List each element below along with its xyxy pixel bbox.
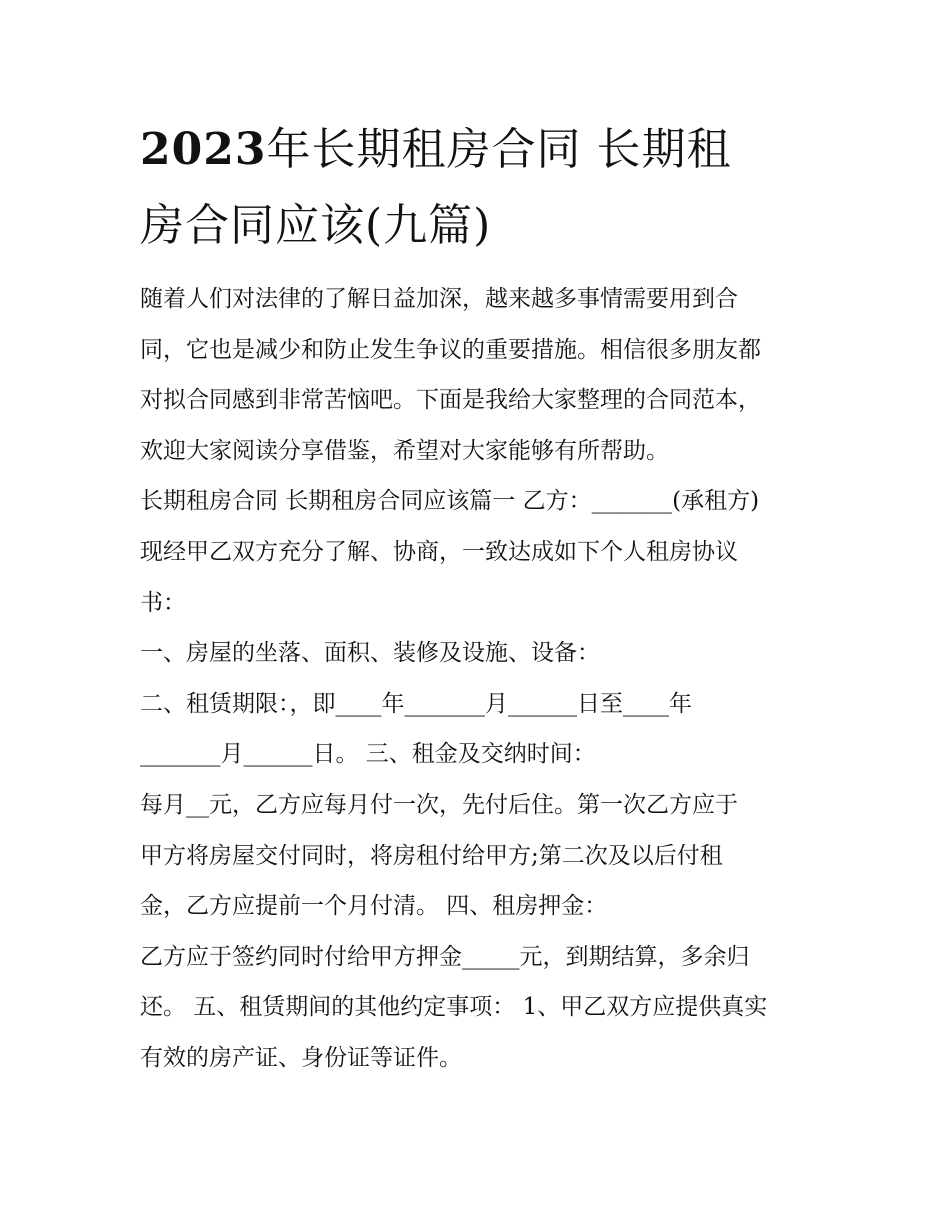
text-line: 现经甲乙双方充分了解、协商，一致达成如下个人租房协议: [140, 538, 738, 565]
clause-2-paragraph: [140, 679, 820, 780]
text-line: 乙方应于签约同时付给甲方押金_____元，到期结算，多余归: [140, 943, 750, 970]
text-line: 随着人们对法律的了解日益加深，越来越多事情需要用到合: [140, 286, 738, 312]
clause-4-paragraph: [140, 932, 820, 1084]
text-line: 金，乙方应提前一个月付清。 四、租房押金：: [140, 893, 608, 920]
text-line: 长期租房合同 长期租房合同应该篇一 乙方：_______(承租方): [140, 488, 760, 515]
title-line-2: 房合同应该(九篇): [140, 200, 492, 251]
contract-heading-paragraph: [140, 476, 820, 628]
document-page: [140, 112, 820, 1084]
text-line: 书：: [140, 589, 186, 616]
text-line: _______月______日。 三、租金及交纳时间：: [140, 741, 596, 768]
text-line: 每月__元，乙方应每月付一次，先付后住。第一次乙方应于: [140, 791, 738, 818]
clause-1-paragraph: [140, 628, 820, 679]
document-title: [140, 112, 820, 264]
text-line: 二、租赁期限：，即____年_______月______日至____年: [140, 690, 692, 717]
text-line: 对拟合同感到非常苦恼吧。下面是我给大家整理的合同范本，: [140, 387, 761, 414]
text-line: 欢迎大家阅读分享借鉴，希望对大家能够有所帮助。: [140, 437, 669, 464]
intro-paragraph: [140, 274, 820, 476]
text-line: 有效的房产证、身份证等证件。: [140, 1044, 462, 1071]
text-line: 还。 五、租赁期间的其他约定事项： 1、甲乙双方应提供真实: [140, 994, 768, 1021]
title-line-1: [140, 112, 820, 188]
text-line: 同，它也是减少和防止发生争议的重要措施。相信很多朋友都: [140, 336, 761, 363]
title-year: 2023: [140, 124, 267, 175]
text-line: 一、房屋的坐落、面积、装修及设施、设备：: [140, 640, 600, 667]
text-line: 甲方将房屋交付同时，将房租付给甲方;第二次及以后付租: [140, 842, 723, 869]
clause-3-paragraph: [140, 780, 820, 932]
title-line-1-text: 年长期租房合同 长期租: [266, 124, 732, 175]
